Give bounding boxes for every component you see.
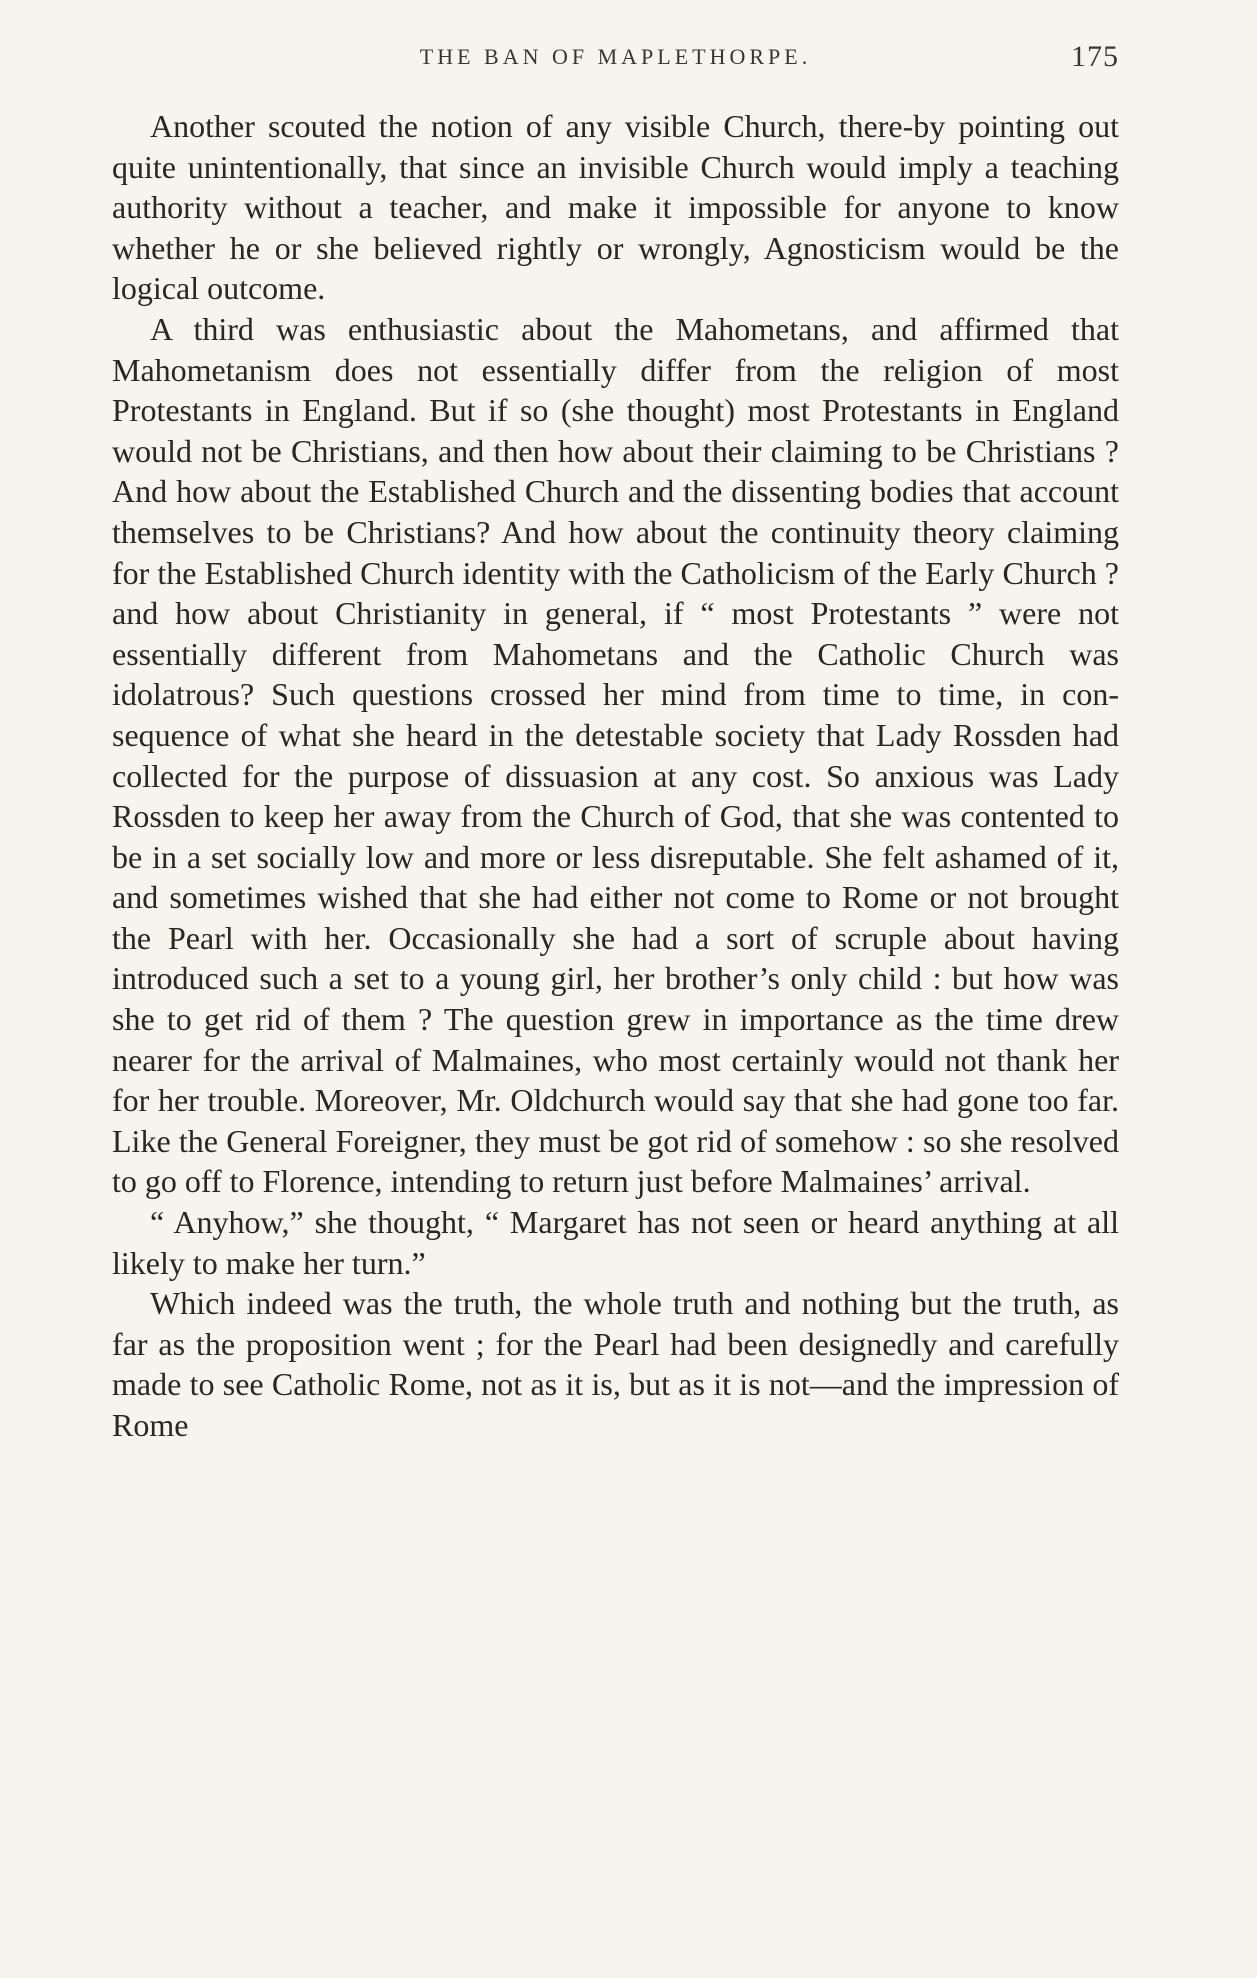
body-text	[112, 106, 1119, 1446]
running-head: THE BAN OF MAPLETHORPE.	[419, 44, 812, 69]
page-number: 175	[1071, 40, 1119, 73]
paragraph: “ Anyhow,” she thought, “ Margaret has not seen or heard anything at all likely to make her turn.”	[112, 1204, 1119, 1281]
page-header	[112, 40, 1119, 80]
paragraph: Which indeed was the truth, the whole truth and nothing but the truth, as far as the proposition went ; for the Pearl had been designedly and carefully made to see Catholic Rome, not as it is, but as it is not—and the impression of Rome	[112, 1285, 1119, 1443]
paragraph: Another scouted the notion of any visible Church, there-by pointing out quite unintentionally, that since an invisible Church would imply a teaching authority without a teacher, and make it impossible for anyone to know whether he or she believed rightly or wrongly, Agnosticism would be the logical outcome.	[112, 108, 1119, 307]
paragraph: A third was enthusiastic about the Mahometans, and affirmed that Mahometanism does not essentially differ from the religion of most Protestants in England. But if so (she thought) most Protestants in England would not be Christians, and then how about their claiming to be Christians ? And how about the Established Church and the dissenting bodies that account themselves to be Christians? And how about the continuity theory claiming for the Established Church identity with the Catholicism of the Early Church ? and how about Christianity in general, if “ most Protestants ” were not essentially different from Mahometans and the Catholic Church was idolatrous? Such questions crossed her mind from time to time, in con-sequence of what she heard in the detestable society that Lady Rossden had collected for the purpose of dissuasion at any cost. So anxious was Lady Rossden to keep her away from the Church of God, that she was contented to be in a set socially low and more or less disreputable. She felt ashamed of it, and sometimes wished that she had either not come to Rome or not brought the Pearl with her. Occasionally she had a sort of scruple about having introduced such a set to a young girl, her brother’s only child : but how was she to get rid of them ? The question grew in importance as the time drew nearer for the arrival of Malmaines, who most certainly would not thank her for her trouble. Moreover, Mr. Oldchurch would say that she had gone too far. Like the General Foreigner, they must be got rid of somehow : so she resolved to go off to Florence, intending to return just before Malmaines’ arrival.	[112, 310, 1119, 1200]
